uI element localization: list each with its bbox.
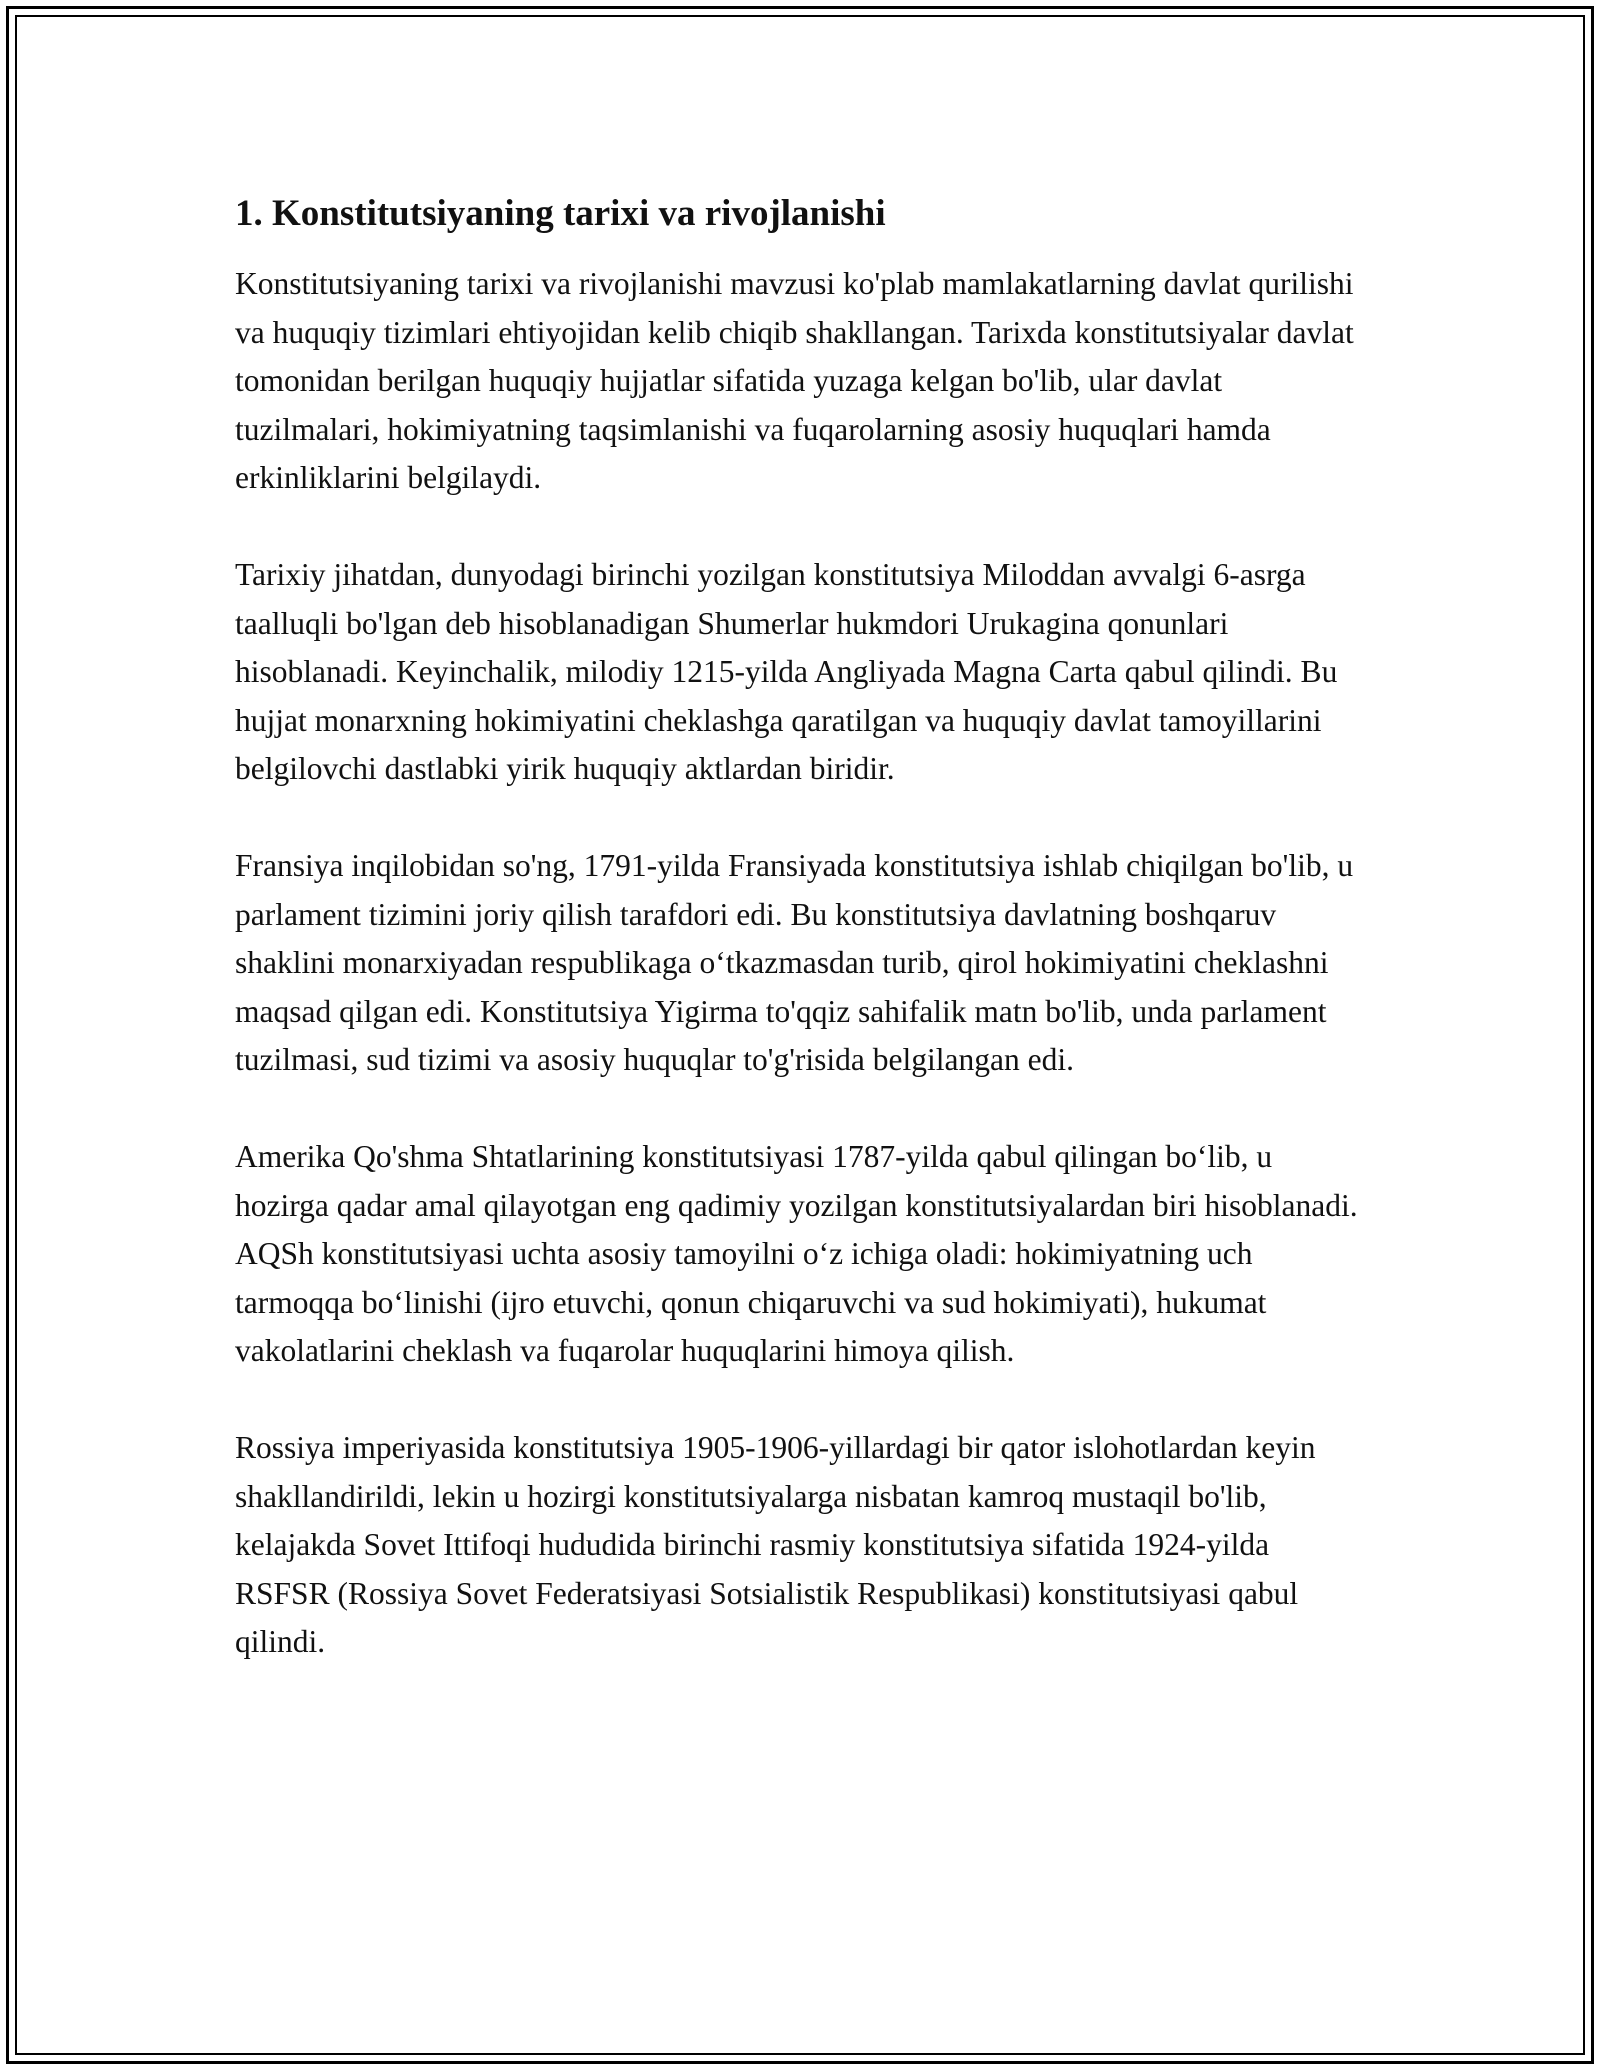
document-body [235,186,1370,1715]
paragraph-4: Amerika Qo'shma Shtatlarining konstitutsiyasi 1787-yilda qabul qilingan boʻlib, u hozirga qadar amal qilayotgan eng qadimiy yozilgan konstitutsiyalardan biri hisoblanadi. AQSh konstitutsiyasi uchta asosiy tamoyilni oʻz ichiga oladi: hokimiyatning uch tarmoqqa boʻlinishi (ijro etuvchi, qonun chiqaruvchi va sud hokimiyati), hukumat vakolatlarini cheklash va fuqarolar huquqlarini himoya qilish. [235,1139,1358,1368]
paragraph-1: Konstitutsiyaning tarixi va rivojlanishi mavzusi ko'plab mamlakatlarning davlat qurilishi va huquqiy tizimlari ehtiyojidan kelib chiqib shakllangan. Tarixda konstitutsiyalar davlat tomonidan berilgan huquqiy hujjatlar sifatida yuzaga kelgan bo'lib, ular davlat tuzilmalari, hokimiyatning taqsimlanishi va fuqarolarning asosiy huquqlari hamda erkinliklarini belgilaydi. [235,266,1354,495]
paragraph-5: Rossiya imperiyasida konstitutsiya 1905-1906-yillardagi bir qator islohotlardan keyin shakllandirildi, lekin u hozirgi konstitutsiyalarga nisbatan kamroq mustaqil bo'lib, kelajakda Sovet Ittifoqi hududida birinchi rasmiy konstitutsiya sifatida 1924-yilda RSFSR (Rossiya Sovet Federatsiyasi Sotsialistik Respublikasi) konstitutsiyasi qabul qilindi. [235,1430,1316,1659]
paragraph-2: Tarixiy jihatdan, dunyodagi birinchi yozilgan konstitutsiya Miloddan avvalgi 6-asrga taalluqli bo'lgan deb hisoblanadigan Shumerlar hukmdori Urukagina qonunlari hisoblanadi. Keyinchalik, milodiy 1215-yilda Angliyada Magna Carta qabul qilindi. Bu hujjat monarxning hokimiyatini cheklashga qaratilgan va huquqiy davlat tamoyillarini belgilovchi dastlabki yirik huquqiy aktlardan biridir. [235,557,1338,786]
paragraph-3: Fransiya inqilobidan so'ng, 1791-yilda Fransiyada konstitutsiya ishlab chiqilgan bo'lib, u parlament tizimini joriy qilish tarafdori edi. Bu konstitutsiya davlatning boshqaruv shaklini monarxiyadan respublikaga oʻtkazmasdan turib, qirol hokimiyatini cheklashni maqsad qilgan edi. Konstitutsiya Yigirma to'qqiz sahifalik matn bo'lib, unda parlament tuzilmasi, sud tizimi va asosiy huquqlar to'g'risida belgilangan edi. [235,848,1354,1077]
section-heading: 1. Konstitutsiyaning tarixi va rivojlanishi [235,193,886,234]
